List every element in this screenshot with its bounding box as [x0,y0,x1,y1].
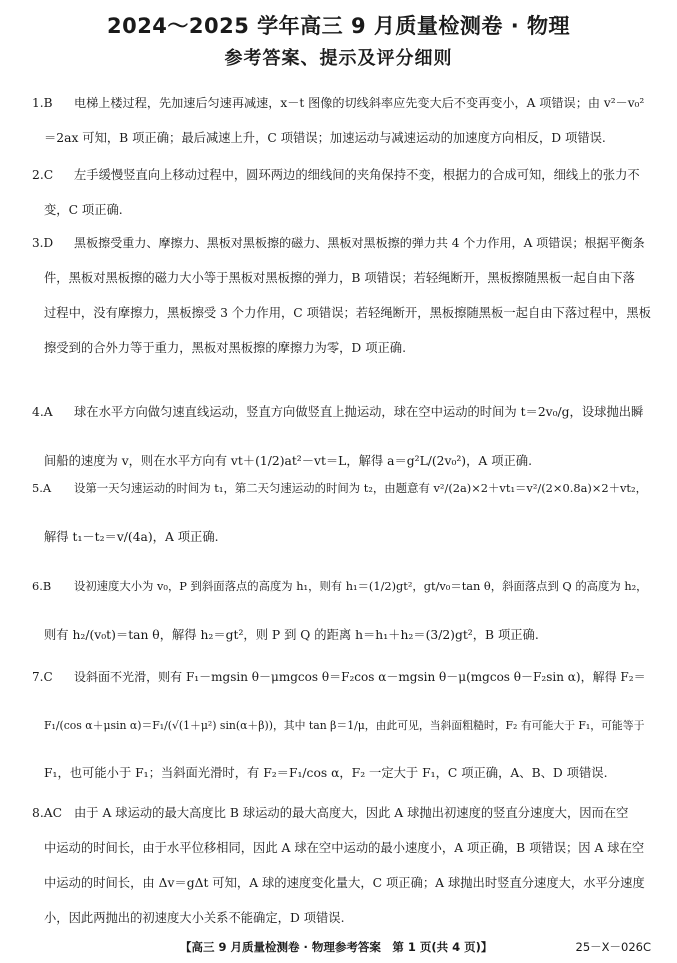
item-line: 中运动的时间长，由于水平位移相同，因此 A 球在空中运动的最小速度小，A 项正确，B 项错误；因 A 球在空 [44,841,645,855]
item-line: 电梯上楼过程，先加速后匀速再减速，x－t 图像的切线斜率应先变大后不变再变小，A 项错误；由 v²－v₀² [74,96,645,110]
item-line: 由于 A 球运动的最大高度比 B 球运动的最大高度大，因此 A 球抛出初速度的竖直分速度大，因而在空 [74,806,629,820]
item-label: 1.B [32,96,53,110]
item-line: 中运动的时间长，由 Δv＝gΔt 可知，A 球的速度变化量大，C 项正确；A 球抛出时竖直分速度大，水平分速度 [44,876,645,890]
item-line: 设斜面不光滑，则有 F₁－mgsin θ－μmgcos θ＝F₂cos α－mgsin θ－μ(mgcos θ－F₂sin α)，解得 F₂＝ [74,670,646,684]
item-line: ＝2ax 可知，B 项正确；最后减速上升，C 项错误；加速运动与减速运动的加速度方向相反，D 项错误. [44,131,606,145]
footer-code: 25－X－026C [575,940,651,954]
item-line: 设第一天匀速运动的时间为 t₁，第二天匀速运动的时间为 t₂，由题意有 v²/(2a)×2＋vt₁＝v²/(2×0.8a)×2＋vt₂， [74,481,647,495]
item-label: 5.A [32,481,52,495]
page-subtitle: 参考答案、提示及评分细则 [224,48,453,69]
item-label: 2.C [32,168,54,182]
item-line: 擦受到的合外力等于重力，黑板对黑板擦的摩擦力为零，D 项正确. [44,341,406,355]
item-label: 3.D [32,236,54,250]
item-label: 4.A [32,405,53,419]
item-line: F₁/(cos α＋μsin α)＝F₁/(√(1＋μ²) sin(α＋β))，其中 tan β＝1/μ，由此可见，当斜面粗糙时，F₂ 有可能大于 F₁，可能等于 [44,719,645,732]
item-line: 间船的速度为 v，则在水平方向有 vt＋(1/2)at²－vt＝L，解得 a＝g²L/(2v₀²)，A 项正确. [44,454,532,468]
item-line: 变，C 项正确. [44,203,123,217]
item-label: 7.C [32,670,53,684]
item-line: 则有 h₂/(v₀t)＝tan θ，解得 h₂＝gt²，则 P 到 Q 的距离 h＝h₁＋h₂＝(3/2)gt²，B 项正确. [44,628,539,642]
item-line: 球在水平方向做匀速直线运动，竖直方向做竖直上抛运动，球在空中运动的时间为 t＝2v₀/g，设球抛出瞬 [74,405,644,419]
item-line: 左手缓慢竖直向上移动过程中，圆环两边的细线间的夹角保持不变，根据力的合成可知，细线上的张力不 [74,168,640,182]
item-line: 小，因此两抛出的初速度大小关系不能确定，D 项错误. [44,911,345,925]
item-line: 解得 t₁－t₂＝v/(4a)，A 项正确. [44,530,219,544]
item-line: 黑板擦受重力、摩擦力、黑板对黑板擦的磁力、黑板对黑板擦的弹力共 4 个力作用，A 项错误；根据平衡条 [74,236,645,250]
item-line: 设初速度大小为 v₀，P 到斜面落点的高度为 h₁，则有 h₁＝(1/2)gt²，gt/v₀＝tan θ，斜面落点到 Q 的高度为 h₂， [74,579,648,593]
page-title: 2024～2025 学年高三 9 月质量检测卷 · 物理 [106,14,571,38]
footer-page-info: 【高三 9 月质量检测卷 · 物理参考答案 第 1 页(共 4 页)】 [180,940,493,954]
item-line: F₁，也可能小于 F₁；当斜面光滑时，有 F₂＝F₁/cos α，F₂ 一定大于 F₁，C 项正确，A、B、D 项错误. [44,766,608,780]
item-line: 过程中，没有摩擦力，黑板擦受 3 个力作用，C 项错误；若轻绳断开，黑板擦随黑板一起自由下落过程中，黑板 [44,306,651,320]
item-label: 8.AC [32,806,63,820]
item-line: 件，黑板对黑板擦的磁力大小等于黑板对黑板擦的弹力，B 项错误；若轻绳断开，黑板擦随黑板一起自由下落 [44,271,635,285]
item-label: 6.B [32,579,52,593]
